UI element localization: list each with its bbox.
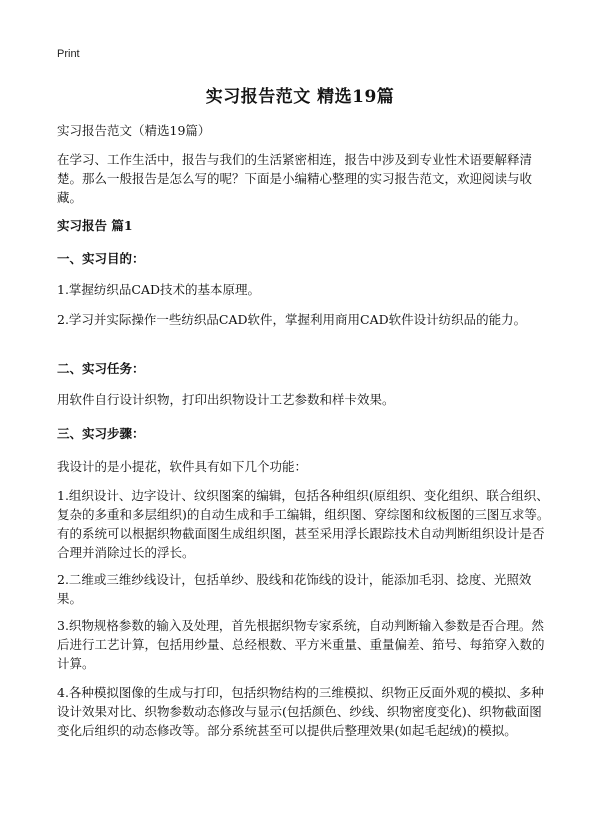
- heading-steps: 三、实习步骤：: [57, 426, 145, 441]
- paragraph-purpose-2: 2.学习并实际操作一些纺织品CAD软件，掌握利用商用CAD软件设计纺织品的能力。: [57, 312, 527, 327]
- print-label: Print: [57, 48, 80, 60]
- section-title: 实习报告 篇1: [57, 218, 133, 233]
- intro-paragraph: 在学习、工作生活中，报告与我们的生活紧密相连，报告中涉及到专业性术语要解释清楚。那么一般报告是怎么写的呢？下面是小编精心整理的实习报告范文，欢迎阅读与收藏。: [57, 152, 533, 205]
- paragraph-step-1: 1.组织设计、边字设计、纹织图案的编辑，包括各种组织(原组织、变化组织、联合组织、复杂的多重和多层组织)的自动生成和手工编辑，组织图、穿综图和纹板图的三图互求等。有的系统可以根据织物截面图生成组织图，甚至采用浮长跟踪技术自动判断组织设计是否合理并消除过长的浮长。: [57, 488, 550, 560]
- page-title: 实习报告范文 精选19篇: [205, 87, 395, 107]
- paragraph-step-3: 3.织物规格参数的输入及处理，首先根据织物专家系统，自动判断输入参数是否合理。然后进行工艺计算，包括用纱量、总经根数、平方米重量、重量偏差、筘号、每筘穿入数的计算。: [57, 618, 545, 671]
- heading-purpose: 一、实习目的：: [57, 251, 145, 266]
- paragraph-step-2: 2.二维或三维纱线设计，包括单纱、股线和花饰线的设计，能添加毛羽、捻度、光照效果。: [57, 572, 532, 606]
- paragraph-steps-intro: 我设计的是小提花，软件具有如下几个功能：: [57, 459, 308, 474]
- paragraph-purpose-1: 1.掌握纺织品CAD技术的基本原理。: [57, 282, 261, 297]
- paragraph-task: 用软件自行设计织物，打印出织物设计工艺参数和样卡效果。: [57, 392, 395, 407]
- document-subtitle: 实习报告范文（精选19篇）: [57, 123, 211, 138]
- paragraph-step-4: 4.各种模拟图像的生成与打印，包括织物结构的三维模拟、织物正反面外观的模拟、多种设计效果对比、织物参数动态修改与显示(包括颜色、纱线、织物密度变化)、织物截面图变化后组织的动态修改等。部分系统甚至可以提供后整理效果(如起毛起绒)的模拟。: [57, 685, 544, 738]
- heading-task: 二、实习任务：: [57, 361, 145, 376]
